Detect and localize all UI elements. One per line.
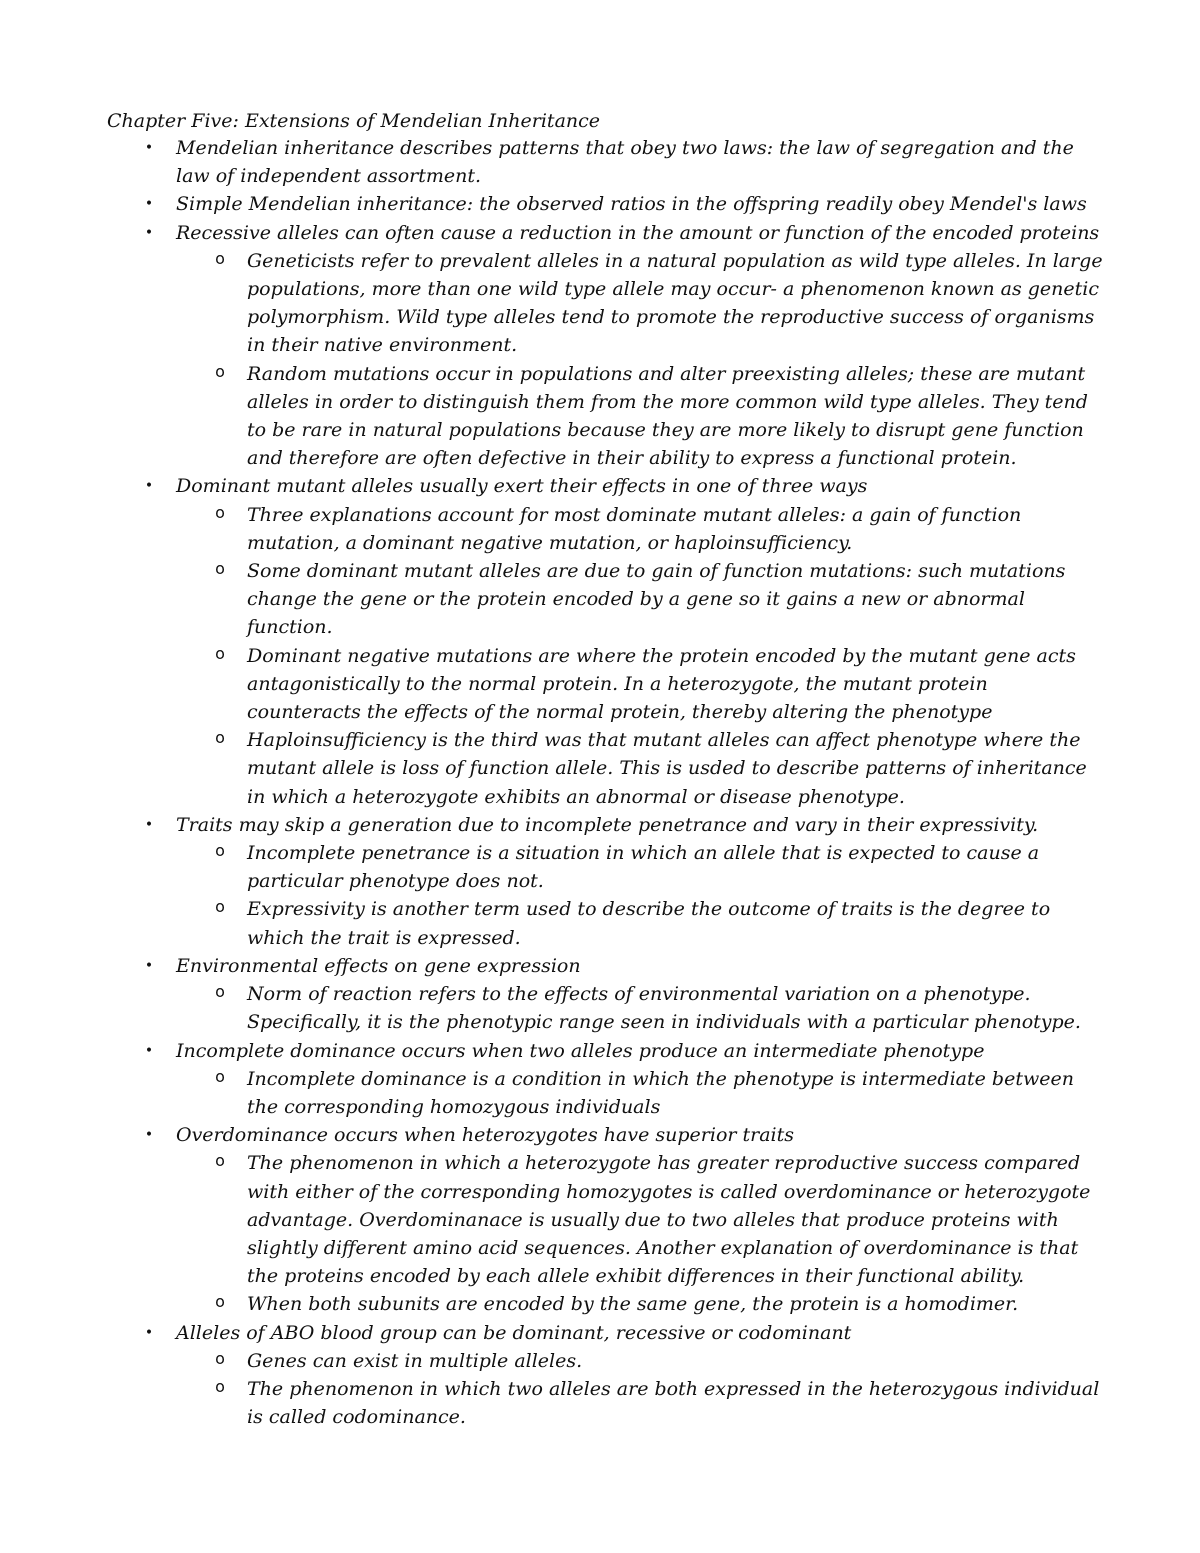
sub-bullet-item [0, 1065, 1104, 1121]
bullet-marker: • [144, 478, 154, 495]
sub-bullet-item [0, 360, 1104, 473]
sub-bullet-text: Genes can exist in multiple alleles. [247, 1349, 583, 1372]
bullet-item [0, 134, 1104, 190]
sub-bullet-marker: o [215, 1376, 225, 1396]
sub-bullet-text: Norm of reaction refers to the effects of environmental variation on a phenotype. Specifically, it is the phenotypic range seen in individuals with a particular phenotype. [247, 983, 1081, 1034]
sub-bullet-item [0, 642, 1104, 727]
sub-bullet-item [0, 501, 1104, 557]
sub-bullet-marker: o [215, 559, 225, 579]
sub-bullet-marker: o [215, 841, 225, 861]
sub-bullet-marker: o [215, 1348, 225, 1368]
sub-bullet-marker: o [215, 643, 225, 663]
bullet-text: Dominant mutant alleles usually exert their effects in one of three ways [176, 475, 868, 498]
bullet-item [0, 190, 1104, 218]
sub-bullet-item [0, 1375, 1104, 1431]
sub-bullet-text: Expressivity is another term used to describe the outcome of traits is the degree to which the trait is expressed. [247, 898, 1051, 949]
bullet-marker: • [144, 1324, 154, 1341]
sub-bullet-marker: o [215, 248, 225, 268]
bullet-item [0, 952, 1104, 980]
bullet-text: Mendelian inheritance describes patterns that obey two laws: the law of segregation and the law of independent assortment. [176, 137, 1074, 188]
sub-bullet-marker: o [215, 897, 225, 917]
bullet-item [0, 1319, 1104, 1347]
sub-bullet-marker: o [215, 1292, 225, 1312]
bullet-text: Recessive alleles can often cause a reduction in the amount or function of the encoded proteins [176, 221, 1100, 244]
bullet-marker: • [144, 224, 154, 241]
sub-bullet-text: Random mutations occur in populations and alter preexisting alleles; these are mutant alleles in order to distinguish them from the more common wild type alleles. They tend to be rare in natural populations because they are more likely to disrupt gene function and therefore are often defective in their ability to express a functional protein. [247, 362, 1088, 470]
sub-bullet-text: The phenomenon in which a heterozygote has greater reproductive success compared with either of the corresponding homozygotes is called overdominance or heterozygote advantage. Overdominanace is usually due to two alleles that produce proteins with slightly different amino acid sequences. Another explanation of overdominance is that the proteins encoded by each allele exhibit differences in their functional ability. [247, 1152, 1091, 1288]
bullet-marker: • [144, 816, 154, 833]
bullet-text: Traits may skip a generation due to incomplete penetrance and vary in their expressivity. [176, 813, 1039, 836]
sub-bullet-item [0, 980, 1104, 1036]
chapter-title: Chapter Five: Extensions of Mendelian Inheritance [107, 110, 601, 132]
sub-bullet-text: Three explanations account for most dominate mutant alleles: a gain of function mutation, a dominant negative mutation, or haploinsufficiency. [247, 503, 1022, 554]
bullet-marker: • [144, 196, 154, 213]
bullet-text: Simple Mendelian inheritance: the observed ratios in the offspring readily obey Mendel's laws [176, 193, 1087, 216]
sub-bullet-marker: o [215, 1066, 225, 1086]
sub-bullet-text: Geneticists refer to prevalent alleles in a natural population as wild type alleles. In large populations, more than one wild type allele may occur- a phenomenon known as genetic polymorphism. Wild type alleles tend to promote the reproductive success of organisms in their native environment. [247, 249, 1103, 357]
sub-bullet-text: When both subunits are encoded by the same gene, the protein is a homodimer. [247, 1293, 1019, 1316]
bullet-item [0, 811, 1104, 839]
sub-bullet-item [0, 1290, 1104, 1318]
bullet-item [0, 472, 1104, 500]
sub-bullet-marker: o [215, 728, 225, 748]
bullet-text: Environmental effects on gene expression [176, 954, 581, 977]
sub-bullet-item [0, 726, 1104, 811]
sub-bullet-text: Incomplete dominance is a condition in which the phenotype is intermediate between the corresponding homozygous individuals [247, 1067, 1074, 1118]
sub-bullet-marker: o [215, 361, 225, 381]
sub-bullet-item [0, 839, 1104, 895]
sub-bullet-text: Incomplete penetrance is a situation in which an allele that is expected to cause a particular phenotype does not. [247, 842, 1040, 893]
sub-bullet-item [0, 247, 1104, 360]
notes-outline [0, 134, 1200, 1431]
sub-bullet-item [0, 1149, 1104, 1290]
sub-bullet-item [0, 895, 1104, 951]
bullet-text: Incomplete dominance occurs when two alleles produce an intermediate phenotype [176, 1039, 985, 1062]
bullet-text: Overdominance occurs when heterozygotes have superior traits [176, 1124, 795, 1147]
sub-bullet-item [0, 557, 1104, 642]
sub-bullet-text: Haploinsufficiency is the third was that mutant alleles can affect phenotype where the mutant allele is loss of function allele. This is usded to describe patterns of inheritance in which a heterozygote exhibits an abnormal or disease phenotype. [247, 729, 1087, 808]
bullet-marker: • [144, 1042, 154, 1059]
sub-bullet-text: The phenomenon in which two alleles are both expressed in the heterozygous individual is called codominance. [247, 1377, 1100, 1429]
bullet-item [0, 1121, 1104, 1149]
bullet-marker: • [144, 140, 154, 156]
sub-bullet-marker: o [215, 502, 225, 522]
sub-bullet-text: Some dominant mutant alleles are due to gain of function mutations: such mutations change the gene or the protein encoded by a gene so it gains a new or abnormal function. [247, 560, 1066, 639]
sub-bullet-marker: o [215, 1151, 225, 1171]
sub-bullet-text: Dominant negative mutations are where the protein encoded by the mutant gene acts antagonistically to the normal protein. In a heterozygote, the mutant protein counteracts the effects of the normal protein, thereby altering the phenotype [247, 644, 1076, 724]
bullet-marker: • [144, 1127, 154, 1144]
bullet-marker: • [144, 957, 154, 974]
bullet-item [0, 1037, 1104, 1065]
sub-bullet-marker: o [215, 982, 225, 1002]
sub-bullet-item [0, 1347, 1104, 1375]
bullet-item [0, 219, 1104, 247]
bullet-text: Alleles of ABO blood group can be dominant, recessive or codominant [176, 1321, 852, 1344]
